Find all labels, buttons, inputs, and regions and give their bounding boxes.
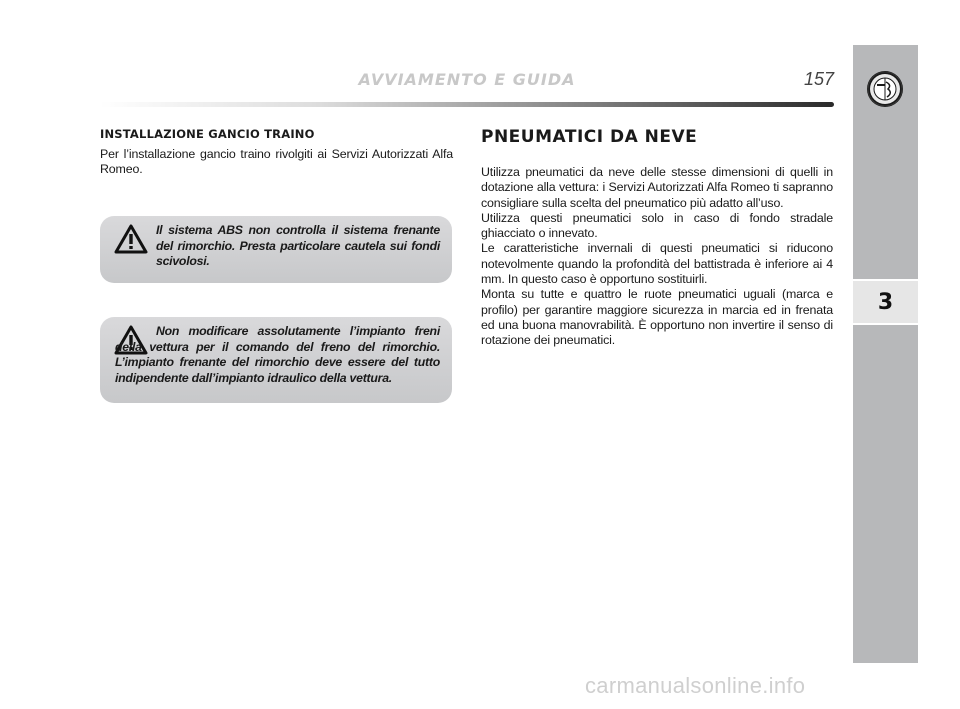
warning-box-brakes: [100, 317, 452, 403]
snow-tyres-paragraph: Le caratteristiche invernali di questi pneumatici si riducono notevolmente quando la profondità del battistrada è inferiore ai 4 mm. In questo caso è opportuno sostituirli.: [481, 241, 833, 287]
alfa-romeo-logo-icon: [866, 70, 904, 108]
warning-text-abs: Il sistema ABS non controlla il sistema frenante del rimorchio. Presta particolare cautela sui fondi scivolosi.: [156, 223, 440, 269]
section-tow-hitch: [100, 127, 453, 178]
page-number: 157: [803, 69, 834, 89]
warning-triangle-icon: [114, 224, 148, 254]
warning-text-brakes: Non modificare assolutamente l’impianto freni della vettura per il comando del freno del rimorchio. L’impianto frenante del rimorchio deve essere del tutto indipendente dall’impianto idraulico della vettura.: [115, 324, 440, 385]
watermark: carmanualsonline.info: [585, 673, 806, 698]
page-title: AVVIAMENTO E GUIDA: [358, 70, 576, 89]
snow-tyres-paragraph: Monta su tutte e quattro le ruote pneumatici uguali (marca e profilo) per garantire maggiore sicurezza in marcia ed in frenata ed una buona manovrabilità. È opportuno non invertire il senso di rotazione dei pneumatici.: [481, 287, 833, 348]
page-header: [100, 66, 834, 110]
section-snow-tyres: [481, 127, 833, 349]
tow-hitch-paragraph: Per l’installazione gancio traino rivolgiti ai Servizi Autorizzati Alfa Romeo.: [100, 147, 453, 177]
chapter-number: 3: [853, 279, 918, 325]
section-title-tow-hitch: INSTALLAZIONE GANCIO TRAINO: [100, 127, 315, 141]
chapter-side-tab: [853, 45, 918, 663]
header-rule: [100, 102, 834, 107]
snow-tyres-paragraph: Utilizza pneumatici da neve delle stesse dimensioni di quelli in dotazione alla vettura: i Servizi Autorizzati Alfa Romeo ti sapranno consigliare sulla scelta del pneumatico più adatto all’uso.: [481, 165, 833, 210]
warning-box-abs: [100, 216, 452, 283]
section-title-snow-tyres: PNEUMATICI DA NEVE: [481, 127, 698, 147]
snow-tyres-paragraph: Utilizza questi pneumatici solo in caso di fondo stradale ghiacciato o innevato.: [481, 210, 833, 241]
